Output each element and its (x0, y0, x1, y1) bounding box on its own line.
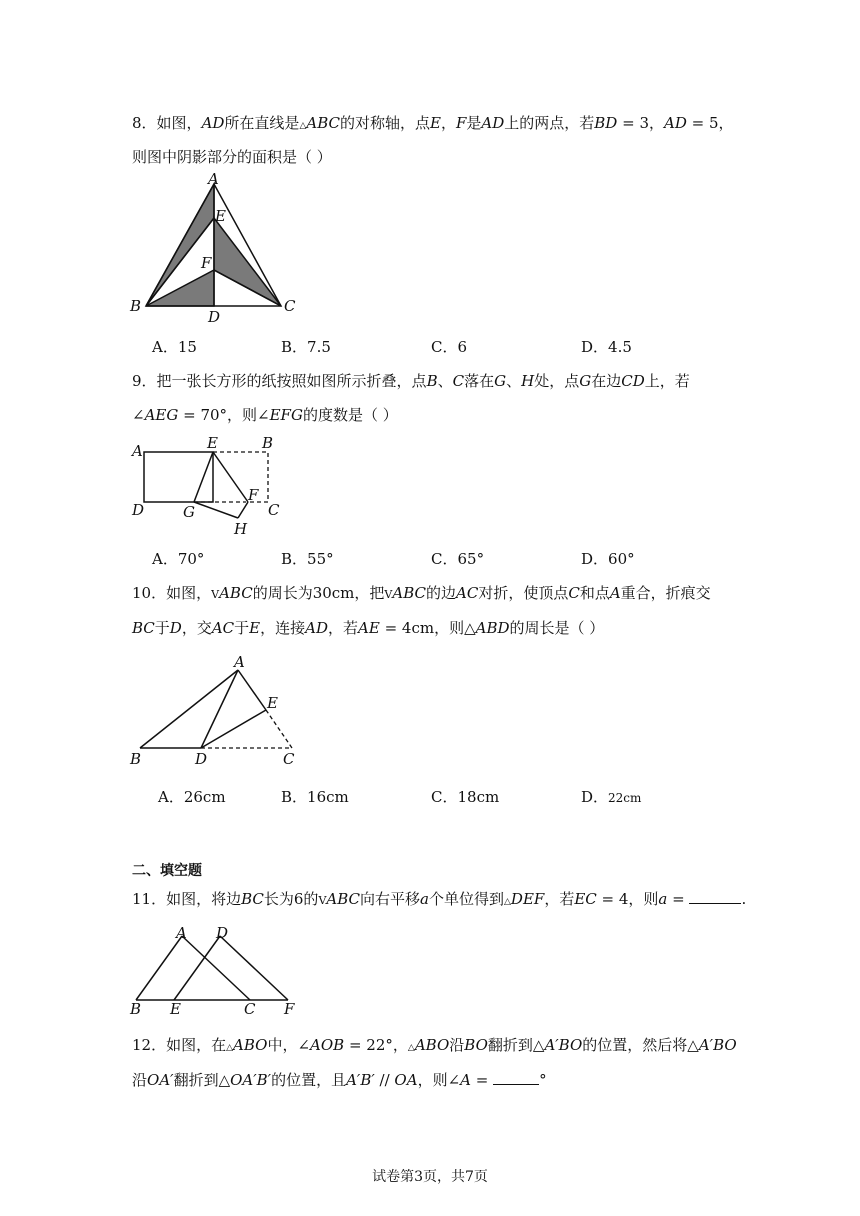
q9-label-b: B (262, 434, 274, 452)
page-footer: 试卷第3页，共7页 (372, 1169, 488, 1185)
q10-option-a[interactable]: A．26cm (158, 788, 226, 806)
q9-option-a[interactable]: A．70° (152, 550, 205, 568)
q9-segment-eg (194, 452, 213, 502)
q8-stem-line2: 则图中阴影部分的面积是（ ） (132, 148, 332, 166)
q11-label-d: D (216, 924, 229, 942)
q9-option-d[interactable]: D．60° (581, 550, 635, 568)
q9-label-e: E (207, 434, 218, 452)
q12-answer-blank[interactable] (493, 1070, 539, 1085)
q9-label-c: C (268, 501, 280, 519)
q10-segment-ba (140, 670, 238, 748)
q8-option-b[interactable]: B．7.5 (281, 338, 331, 356)
q8-option-c[interactable]: C．6 (431, 338, 468, 356)
q8-label-c: C (284, 297, 296, 315)
q11-label-e: E (170, 1000, 181, 1018)
q8-label-f: F (201, 254, 212, 272)
q10-dashed-ec (266, 710, 292, 748)
q11-label-a: A (176, 924, 187, 942)
q9-segment-hf (238, 502, 248, 518)
q10-stem-line2: BC于D，交AC于E，连接AD，若AE = 4cm，则△ABD的周长是（ ） (132, 619, 605, 637)
section-heading-fill-blank: 二、填空题 (132, 863, 202, 879)
q8-label-e: E (215, 207, 226, 225)
q9-stem-line2: ∠AEG = 70°，则∠EFG的度数是（ ） (132, 406, 398, 424)
q12-stem-line1: 12．如图，在△ABO中，∠AOB = 22°，△ABO沿BO翻折到△A′BO的位置，然后将△A′BO (132, 1036, 737, 1054)
q10-stem-line1: 10．如图，VABC的周长为30cm，把VABC的边AC对折，使顶点C和点A重合，折痕交 (132, 584, 711, 602)
q8-label-d: D (208, 308, 221, 326)
q11-stem-line1: 11．如图，将边BC长为6的VABC向右平移a个单位得到△DEF，若EC = 4，则a = . (132, 890, 747, 908)
q8-figure (126, 170, 306, 326)
q9-figure (128, 434, 288, 542)
q10-figure (126, 652, 306, 772)
q9-stem-line1: 9．把一张长方形的纸按照如图所示折叠，点B、C落在G、H处，点G在边CD上，若 (132, 372, 690, 390)
q9-segment-gh (194, 502, 238, 518)
q11-label-f: F (284, 1000, 295, 1018)
q10-option-c[interactable]: C．18cm (431, 788, 500, 806)
q11-figure (126, 922, 306, 1018)
q11-segment-ac (182, 936, 250, 1000)
q9-label-h: H (234, 520, 248, 538)
q11-label-c: C (244, 1000, 256, 1018)
q9-rect-left (144, 452, 213, 502)
q11-answer-blank[interactable] (689, 889, 741, 904)
q9-label-d: D (132, 501, 145, 519)
q8-label-a: A (208, 170, 219, 188)
q8-label-b: B (130, 297, 142, 315)
q10-option-b[interactable]: B．16cm (281, 788, 349, 806)
q10-segment-ae (238, 670, 266, 710)
q12-stem-line2: 沿OA′翻折到△OA′B′的位置，且A′B′ // OA，则∠A = ° (132, 1071, 547, 1089)
q9-dashed-original (213, 452, 268, 502)
q10-label-d: D (195, 750, 208, 768)
q10-label-b: B (130, 750, 142, 768)
q10-label-e: E (267, 694, 278, 712)
q10-label-a: A (234, 653, 245, 671)
q8-stem-line1: 8．如图，AD所在直线是△ABC的对称轴，点E，F是AD上的两点，若BD = 3，AD = 5， (132, 114, 734, 132)
q9-option-b[interactable]: B．55° (281, 550, 334, 568)
q9-segment-ef (213, 452, 248, 502)
q11-label-b: B (130, 1000, 142, 1018)
q10-option-d[interactable]: D．22cm (581, 788, 642, 806)
q10-segment-ad (201, 670, 238, 748)
q9-label-g: G (183, 503, 195, 521)
q11-segment-ab (136, 936, 182, 1000)
q10-label-c: C (283, 750, 295, 768)
q8-option-d[interactable]: D．4.5 (581, 338, 632, 356)
q11-segment-de (174, 936, 220, 1000)
q9-label-a: A (132, 442, 143, 460)
q8-option-a[interactable]: A．15 (152, 338, 197, 356)
q9-option-c[interactable]: C．65° (431, 550, 485, 568)
q11-segment-df (220, 936, 288, 1000)
q9-label-f: F (248, 486, 259, 504)
q8-shade-right (214, 218, 281, 306)
